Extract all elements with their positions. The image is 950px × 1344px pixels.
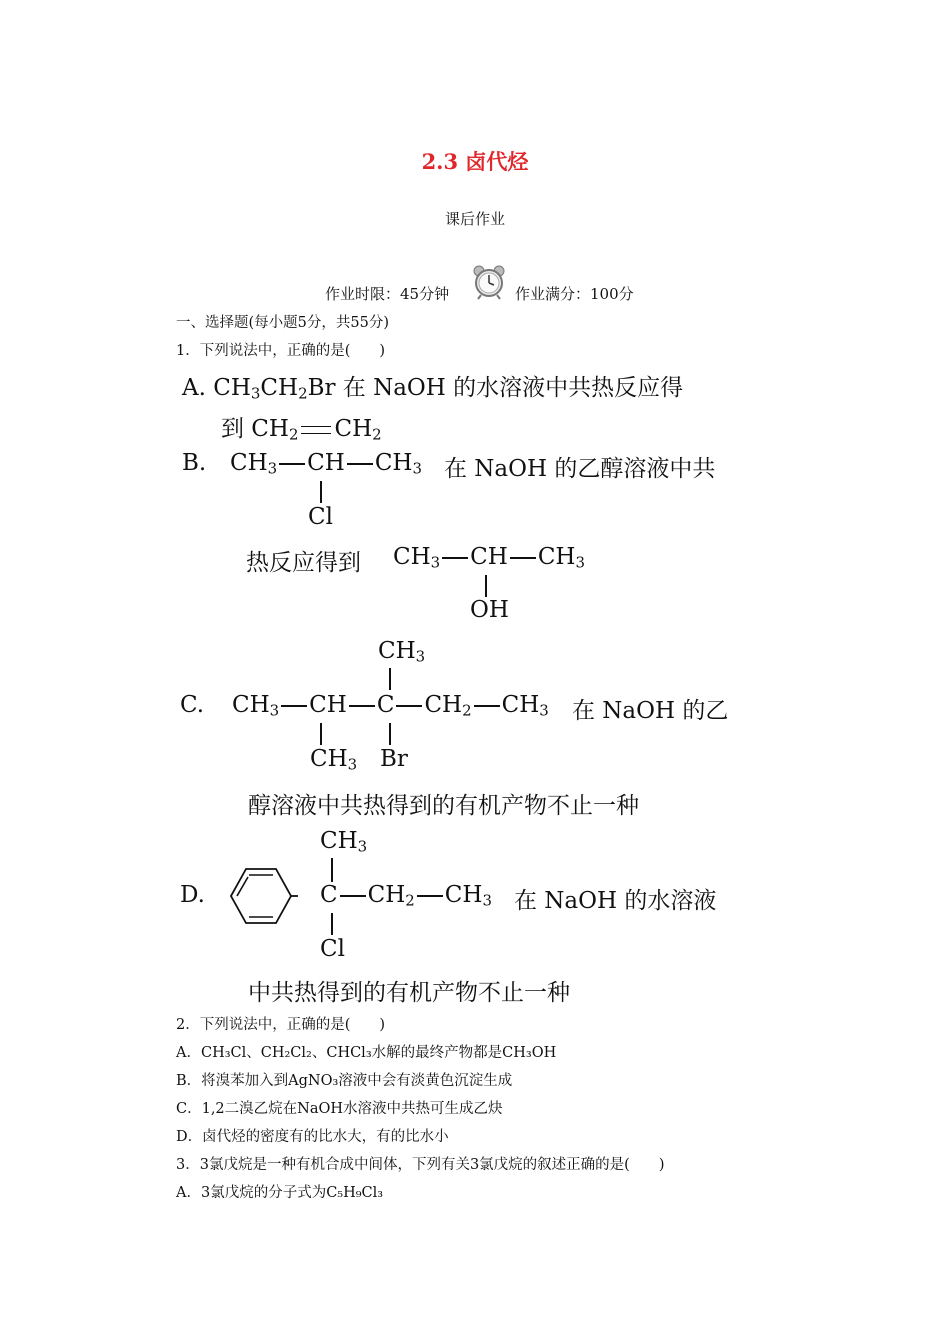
q1-option-a-line1: A. $CH_3CH_2Br$ 在 NaOH 的水溶液中共热反应得 bbox=[182, 375, 684, 403]
q2-option-d: D．卤代烃的密度有的比水大，有的比水小 bbox=[176, 1129, 449, 1145]
bond-vertical bbox=[331, 858, 333, 882]
q1-option-b-product: $CH_3$ CH $CH_3$ bbox=[393, 544, 585, 572]
q2-option-a: A．CH₃Cl、CH₂Cl₂、CHCl₃水解的最终产物都是CH₃OH bbox=[176, 1045, 557, 1061]
q1-option-d-label: D. bbox=[180, 882, 205, 908]
bond-vertical bbox=[389, 723, 391, 745]
q3-stem: 3．3氯戊烷是一种有机合成中间体，下列有关3氯戊烷的叙述正确的是( ) bbox=[176, 1157, 665, 1173]
q1-option-c-line2: 醇溶液中共热得到的有机产物不止一种 bbox=[248, 793, 639, 819]
bond-vertical bbox=[485, 575, 487, 597]
section-heading: 一、选择题(每小题5分，共55分) bbox=[176, 315, 389, 331]
q1-option-d-line2: 中共热得到的有机产物不止一种 bbox=[248, 980, 570, 1006]
bond-vertical bbox=[331, 913, 333, 935]
q1-option-b-text: 在 NaOH 的乙醇溶液中共 bbox=[444, 456, 716, 482]
q2-stem: 2．下列说法中，正确的是( ) bbox=[176, 1017, 386, 1033]
q1-option-c-text: 在 NaOH 的乙 bbox=[572, 698, 729, 724]
double-bond bbox=[301, 426, 331, 434]
substituent-ch3-top: $CH_3$ bbox=[378, 638, 426, 666]
time-limit: 作业时限：45分钟 bbox=[325, 285, 450, 303]
q1-option-b-structure: $CH_3$ CH $CH_3$ bbox=[230, 450, 422, 478]
q1-option-b-label: B. bbox=[182, 450, 207, 476]
alarm-clock-icon bbox=[471, 264, 507, 300]
benzene-ring-icon bbox=[228, 866, 298, 926]
substituent-ch3-bottom: $CH_3$ bbox=[310, 746, 358, 774]
q1-option-c-label: C. bbox=[180, 692, 205, 718]
q1-option-a-line2: 到 $CH_2$ $CH_2$ bbox=[221, 416, 382, 444]
q1-option-d-text: 在 NaOH 的水溶液 bbox=[514, 888, 717, 914]
q2-option-c: C．1,2二溴乙烷在NaOH水溶液中共热可生成乙炔 bbox=[176, 1101, 503, 1117]
substituent-br: Br bbox=[380, 746, 408, 772]
substituent-oh: OH bbox=[470, 597, 509, 623]
bond-vertical bbox=[389, 668, 391, 690]
page-title: 2.3 卤代烃 bbox=[421, 149, 529, 174]
q1-option-b-line2: 热反应得到 bbox=[246, 550, 361, 576]
q2-option-b: B．将溴苯加入到AgNO₃溶液中会有淡黄色沉淀生成 bbox=[176, 1073, 513, 1089]
q1-option-c-structure: $CH_3$ CH C $CH_2$ $CH_3$ bbox=[232, 692, 549, 720]
substituent-ch3-top: $CH_3$ bbox=[320, 828, 368, 856]
bond-vertical bbox=[320, 723, 322, 745]
q1-stem: 1．下列说法中，正确的是( ) bbox=[176, 343, 386, 359]
page-subtitle: 课后作业 bbox=[444, 210, 505, 228]
bond-vertical bbox=[320, 481, 322, 503]
q3-option-a: A．3氯戊烷的分子式为C₅H₉Cl₃ bbox=[176, 1185, 384, 1201]
substituent-cl: Cl bbox=[320, 936, 345, 962]
score-limit: 作业满分：100分 bbox=[515, 285, 634, 303]
q1-option-d-structure: C $CH_2$ $CH_3$ bbox=[320, 882, 492, 910]
substituent-cl: Cl bbox=[308, 504, 333, 530]
